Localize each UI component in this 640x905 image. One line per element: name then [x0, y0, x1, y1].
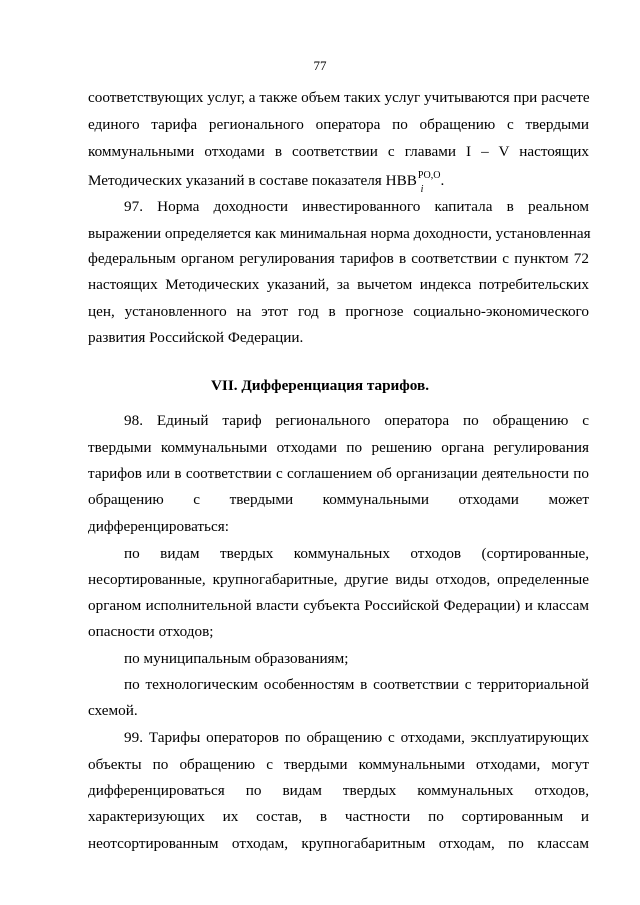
formula-base: НВВ: [385, 172, 417, 189]
paragraph-98-line: дифференцироваться:: [88, 518, 229, 535]
paragraph-99-line: неотсортированным отходам, крупногабаритным отходам, по классам: [88, 835, 589, 852]
bullet-1-line: опасности отходов;: [88, 623, 214, 640]
text-line: коммунальными отходами в соответствии с главами I – V настоящих: [88, 143, 589, 160]
bullet-3-line: по технологическим особенностям в соответствии с территориальной: [124, 676, 589, 693]
paragraph-99-line: дифференцироваться по видам твердых коммунальных отходов,: [88, 782, 589, 799]
paragraph-98-line: твердыми коммунальными отходами по решению органа регулирования: [88, 439, 589, 456]
text-fragment: Методических указаний в составе показателя: [88, 172, 382, 189]
bullet-1-line: по видам твердых коммунальных отходов (сортированные,: [124, 545, 589, 562]
text-line-with-formula: [88, 170, 589, 195]
bullet-1-line: несортированные, крупногабаритные, другие виды отходов, определенные: [88, 571, 589, 588]
text-line: единого тарифа регионального оператора по обращению с твердыми: [88, 116, 589, 133]
text-fragment: .: [440, 172, 445, 189]
paragraph-97-line: развития Российской Федерации.: [88, 329, 304, 346]
paragraph-99-line: объекты по обращению с твердыми коммунальными отходами, могут: [88, 756, 589, 773]
paragraph-97-line: выражении определяется как минимальная норма доходности, установленная: [88, 225, 591, 242]
bullet-2-line: по муниципальным образованиям;: [124, 650, 349, 667]
paragraph-97-line: 97. Норма доходности инвестированного капитала в реальном: [124, 198, 589, 215]
section-heading: VII. Дифференциация тарифов.: [210, 377, 430, 394]
text-line: соответствующих услуг, а также объем таких услуг учитываются при расчете: [88, 89, 590, 106]
formula-nvv: [385, 170, 441, 195]
paragraph-98-line: тарифов или в соответствии с соглашением об организации деятельности по: [88, 465, 589, 482]
paragraph-98-line: 98. Единый тариф регионального оператора по обращению с: [124, 412, 589, 429]
paragraph-99-line: характеризующих их состав, в частности по сортированным и: [88, 808, 589, 825]
paragraph-97-line: федеральным органом регулирования тарифов в соответствии с пунктом 72: [88, 250, 589, 267]
paragraph-97-line: настоящих Методических указаний, за вычетом индекса потребительских: [88, 276, 589, 293]
paragraph-99-line: 99. Тарифы операторов по обращению с отходами, эксплуатирующих: [124, 729, 589, 746]
formula-subscript: i: [420, 184, 424, 195]
paragraph-97-line: цен, установленного на этот год в прогнозе социально-экономического: [88, 303, 589, 320]
bullet-1-line: органом исполнительной власти субъекта Российской Федерации) и классам: [88, 597, 589, 614]
bullet-3-line: схемой.: [88, 702, 138, 719]
paragraph-98-line: обращению с твердыми коммунальными отходами может: [88, 491, 589, 508]
formula-superscript: РО,О: [417, 170, 441, 181]
page-number: 77: [313, 58, 327, 73]
